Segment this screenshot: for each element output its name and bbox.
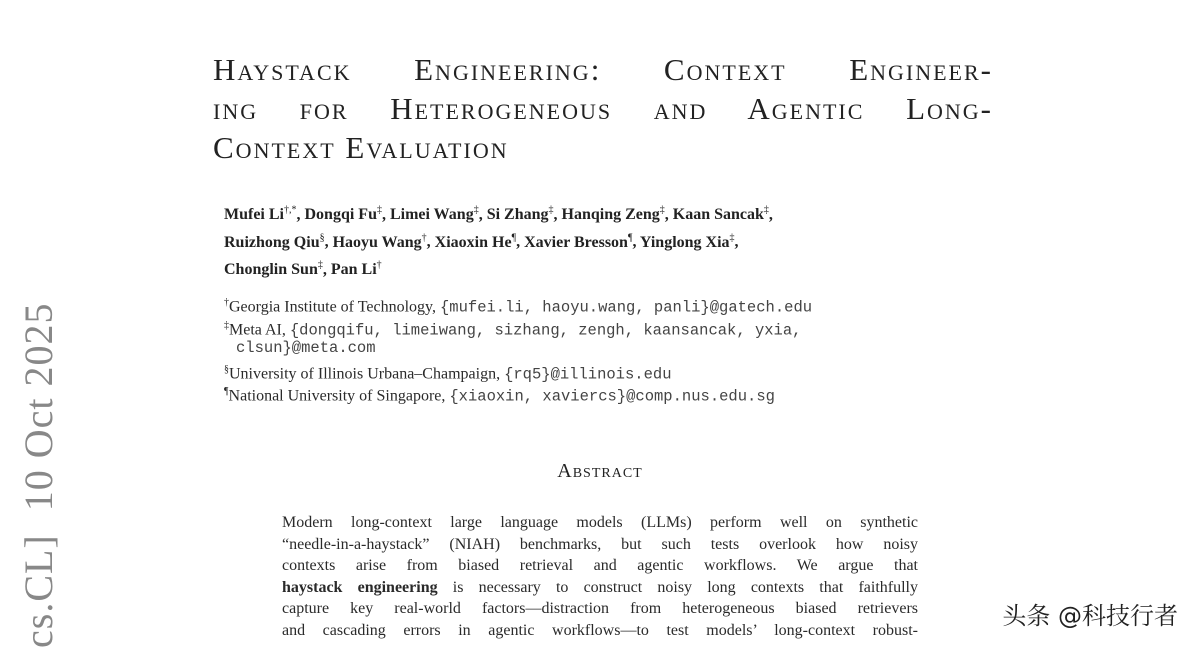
author: [224, 206, 297, 223]
abstract-line: haystack engineering is necessary to construct noisy long contexts that faithfully: [282, 578, 918, 596]
title-line: Haystack Engineering: Context Engineer-: [213, 52, 993, 87]
arxiv-stamp: [15, 290, 62, 648]
author: [305, 206, 382, 223]
affiliation-mark: §: [224, 364, 229, 375]
arxiv-category: cs.CL]: [16, 534, 61, 648]
author: [333, 234, 427, 251]
institution-name: Georgia Institute of Technology,: [229, 298, 436, 316]
email-list: {dongqifu, limeiwang, sizhang, zengh, kaansancak, yxia,: [289, 321, 802, 340]
author-mark: ‡: [729, 232, 735, 244]
source-watermark: 头条 @科技行者: [998, 594, 1182, 633]
author-name: Mufei Li: [224, 206, 284, 224]
affiliation-mark: ‡: [224, 320, 229, 331]
institution-name: Meta AI,: [229, 321, 286, 339]
abstract-line: Modern long-context large language models (LLMs) perform well on synthetic: [282, 514, 918, 531]
emphasis-term: haystack engineering: [282, 578, 438, 596]
email-list: {xiaoxin, xaviercs}@comp.nus.edu.sg: [449, 387, 775, 406]
author-mark: §: [319, 232, 325, 244]
author-name: Ruizhong Qiu: [224, 233, 320, 251]
author: [562, 206, 665, 223]
author-name: Kaan Sancak: [672, 206, 764, 224]
author-name: Haoyu Wang: [332, 233, 422, 251]
author-list: Mufei Li†,*, Dongqi Fu‡, Limei Wang‡, Si Zhang‡, Hanqing Zeng‡, Kaan Sancak‡, Ruizhong Qiu§, Haoyu Wang†, Xiaoxin He¶, Xavier Bresson¶, Yinglong Xia‡, Chonglin Sun‡, Pan Li†: [224, 205, 773, 278]
author: [390, 206, 479, 223]
author-name: Limei Wang: [389, 206, 474, 224]
affiliation-mark: ¶: [224, 386, 229, 397]
author: [224, 234, 325, 251]
institution-name: University of Illinois Urbana–Champaign,: [229, 365, 501, 383]
author-mark: †: [376, 259, 382, 271]
abstract-line: and cascading errors in agentic workflows—to test models’ long-context robust-: [282, 621, 918, 639]
abstract-heading: Abstract: [557, 460, 643, 482]
author-mark: ¶: [511, 232, 517, 244]
author-mark: †: [421, 232, 427, 244]
email-list: {mufei.li, haoyu.wang, panli}@gatech.edu: [439, 298, 813, 317]
author-name: Pan Li: [330, 260, 377, 278]
author: [224, 261, 323, 278]
author: [435, 234, 516, 251]
abstract-line: “needle-in-a-haystack” (NIAH) benchmarks, but such tests overlook how noisy: [282, 535, 918, 553]
author-mark: ‡: [376, 205, 382, 216]
author-name: Xiaoxin He: [434, 233, 512, 251]
institution-name: National University of Singapore,: [228, 387, 446, 405]
paper-title: [213, 50, 993, 167]
title-line: Context Evaluation: [213, 130, 509, 165]
abstract-body: [282, 512, 918, 641]
author-mark: †,*: [284, 205, 297, 216]
arxiv-date: 10 Oct 2025: [16, 302, 61, 512]
abstract-line: capture key real-world factors—distraction from heterogeneous biased retrievers: [282, 600, 918, 617]
affiliation-meta-cont: [236, 337, 996, 359]
email-list: clsun}@meta.com: [236, 339, 376, 357]
author-mark: ‡: [317, 259, 323, 271]
author: [640, 234, 735, 251]
author-name: Dongqi Fu: [304, 206, 377, 224]
author: [331, 261, 382, 278]
email-list: {rq5}@illinois.edu: [504, 365, 672, 384]
abstract-line: contexts arise from biased retrieval and agentic workflows. We argue that: [282, 557, 918, 574]
author-name: Xavier Bresson: [524, 233, 628, 251]
author-name: Hanqing Zeng: [561, 206, 660, 224]
author-mark: ¶: [627, 232, 633, 244]
title-line: ing for Heterogeneous and Agentic Long-: [213, 91, 993, 126]
author-mark: ‡: [473, 205, 479, 216]
author: [487, 206, 554, 223]
affiliation-nus: [224, 381, 984, 407]
author-name: Yinglong Xia: [639, 233, 730, 251]
author: [673, 206, 769, 223]
author-mark: ‡: [763, 205, 769, 216]
author: [524, 234, 632, 251]
author-name: Si Zhang: [486, 206, 549, 224]
author-mark: ‡: [548, 205, 554, 216]
author-mark: ‡: [659, 205, 665, 216]
author-name: Chonglin Sun: [224, 260, 318, 278]
affiliation-mark: †: [224, 297, 229, 308]
